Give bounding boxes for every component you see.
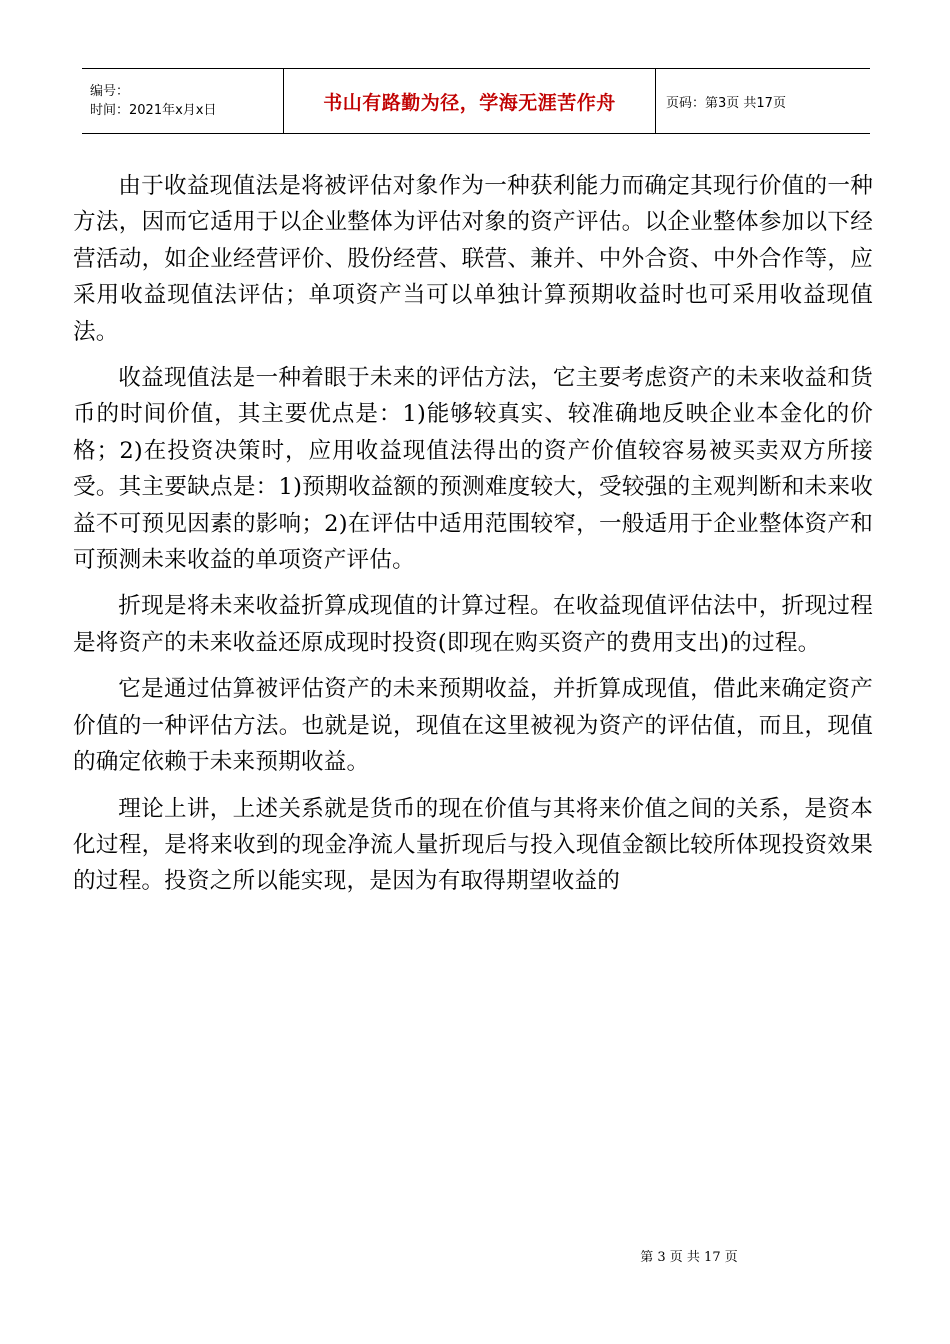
body-paragraph: 它是通过估算被评估资产的未来预期收益，并折算成现值，借此来确定资产价值的一种评估方法。也就是说，现值在这里被视为资产的评估值，而且，现值的确定依赖于未来预期收益。 [73, 676, 873, 776]
document-header [82, 68, 870, 134]
header-page-code: 页码：第3页 共17页 [666, 95, 786, 111]
document-time-label: 时间：2021年x月x日 [90, 103, 217, 118]
header-meta-cell [82, 69, 284, 133]
document-body [73, 168, 873, 910]
body-paragraph: 理论上讲，上述关系就是货币的现在价值与其将来价值之间的关系，是资本化过程，是将来收到的现金净流人量折现后与投入现值金额比较所体现投资效果的过程。投资之所以能实现，是因为有取得期望收益的 [73, 795, 873, 895]
header-motto: 书山有路勤为径，学海无涯苦作舟 [284, 69, 656, 133]
document-number-label: 编号： [90, 84, 130, 99]
body-paragraph: 折现是将未来收益折算成现值的计算过程。在收益现值评估法中，折现过程是将资产的未来收益还原成现时投资(即现在购买资产的费用支出)的过程。 [73, 593, 873, 656]
body-paragraph: 由于收益现值法是将被评估对象作为一种获利能力而确定其现行价值的一种方法，因而它适用于以企业整体为评估对象的资产评估。以企业整体参加以下经营活动，如企业经营评价、股份经营、联营、兼并、中外合资、中外合作等，应采用收益现值法评估；单项资产当可以单独计算预期收益时也可采用收益现值法。 [73, 173, 873, 345]
page-footer: 第 3 页 共 17 页 [640, 1250, 738, 1265]
body-paragraph: 收益现值法是一种着眼于未来的评估方法，它主要考虑资产的未来收益和货币的时间价值，其主要优点是：1)能够较真实、较准确地反映企业本金化的价格；2)在投资决策时，应用收益现值法得出的资产价值较容易被买卖双方所接受。其主要缺点是：1)预期收益额的预测难度较大，受较强的主观判断和未来收益不可预见因素的影响；2)在评估中适用范围较窄，一般适用于企业整体资产和可预测未来收益的单项资产评估。 [73, 365, 873, 574]
